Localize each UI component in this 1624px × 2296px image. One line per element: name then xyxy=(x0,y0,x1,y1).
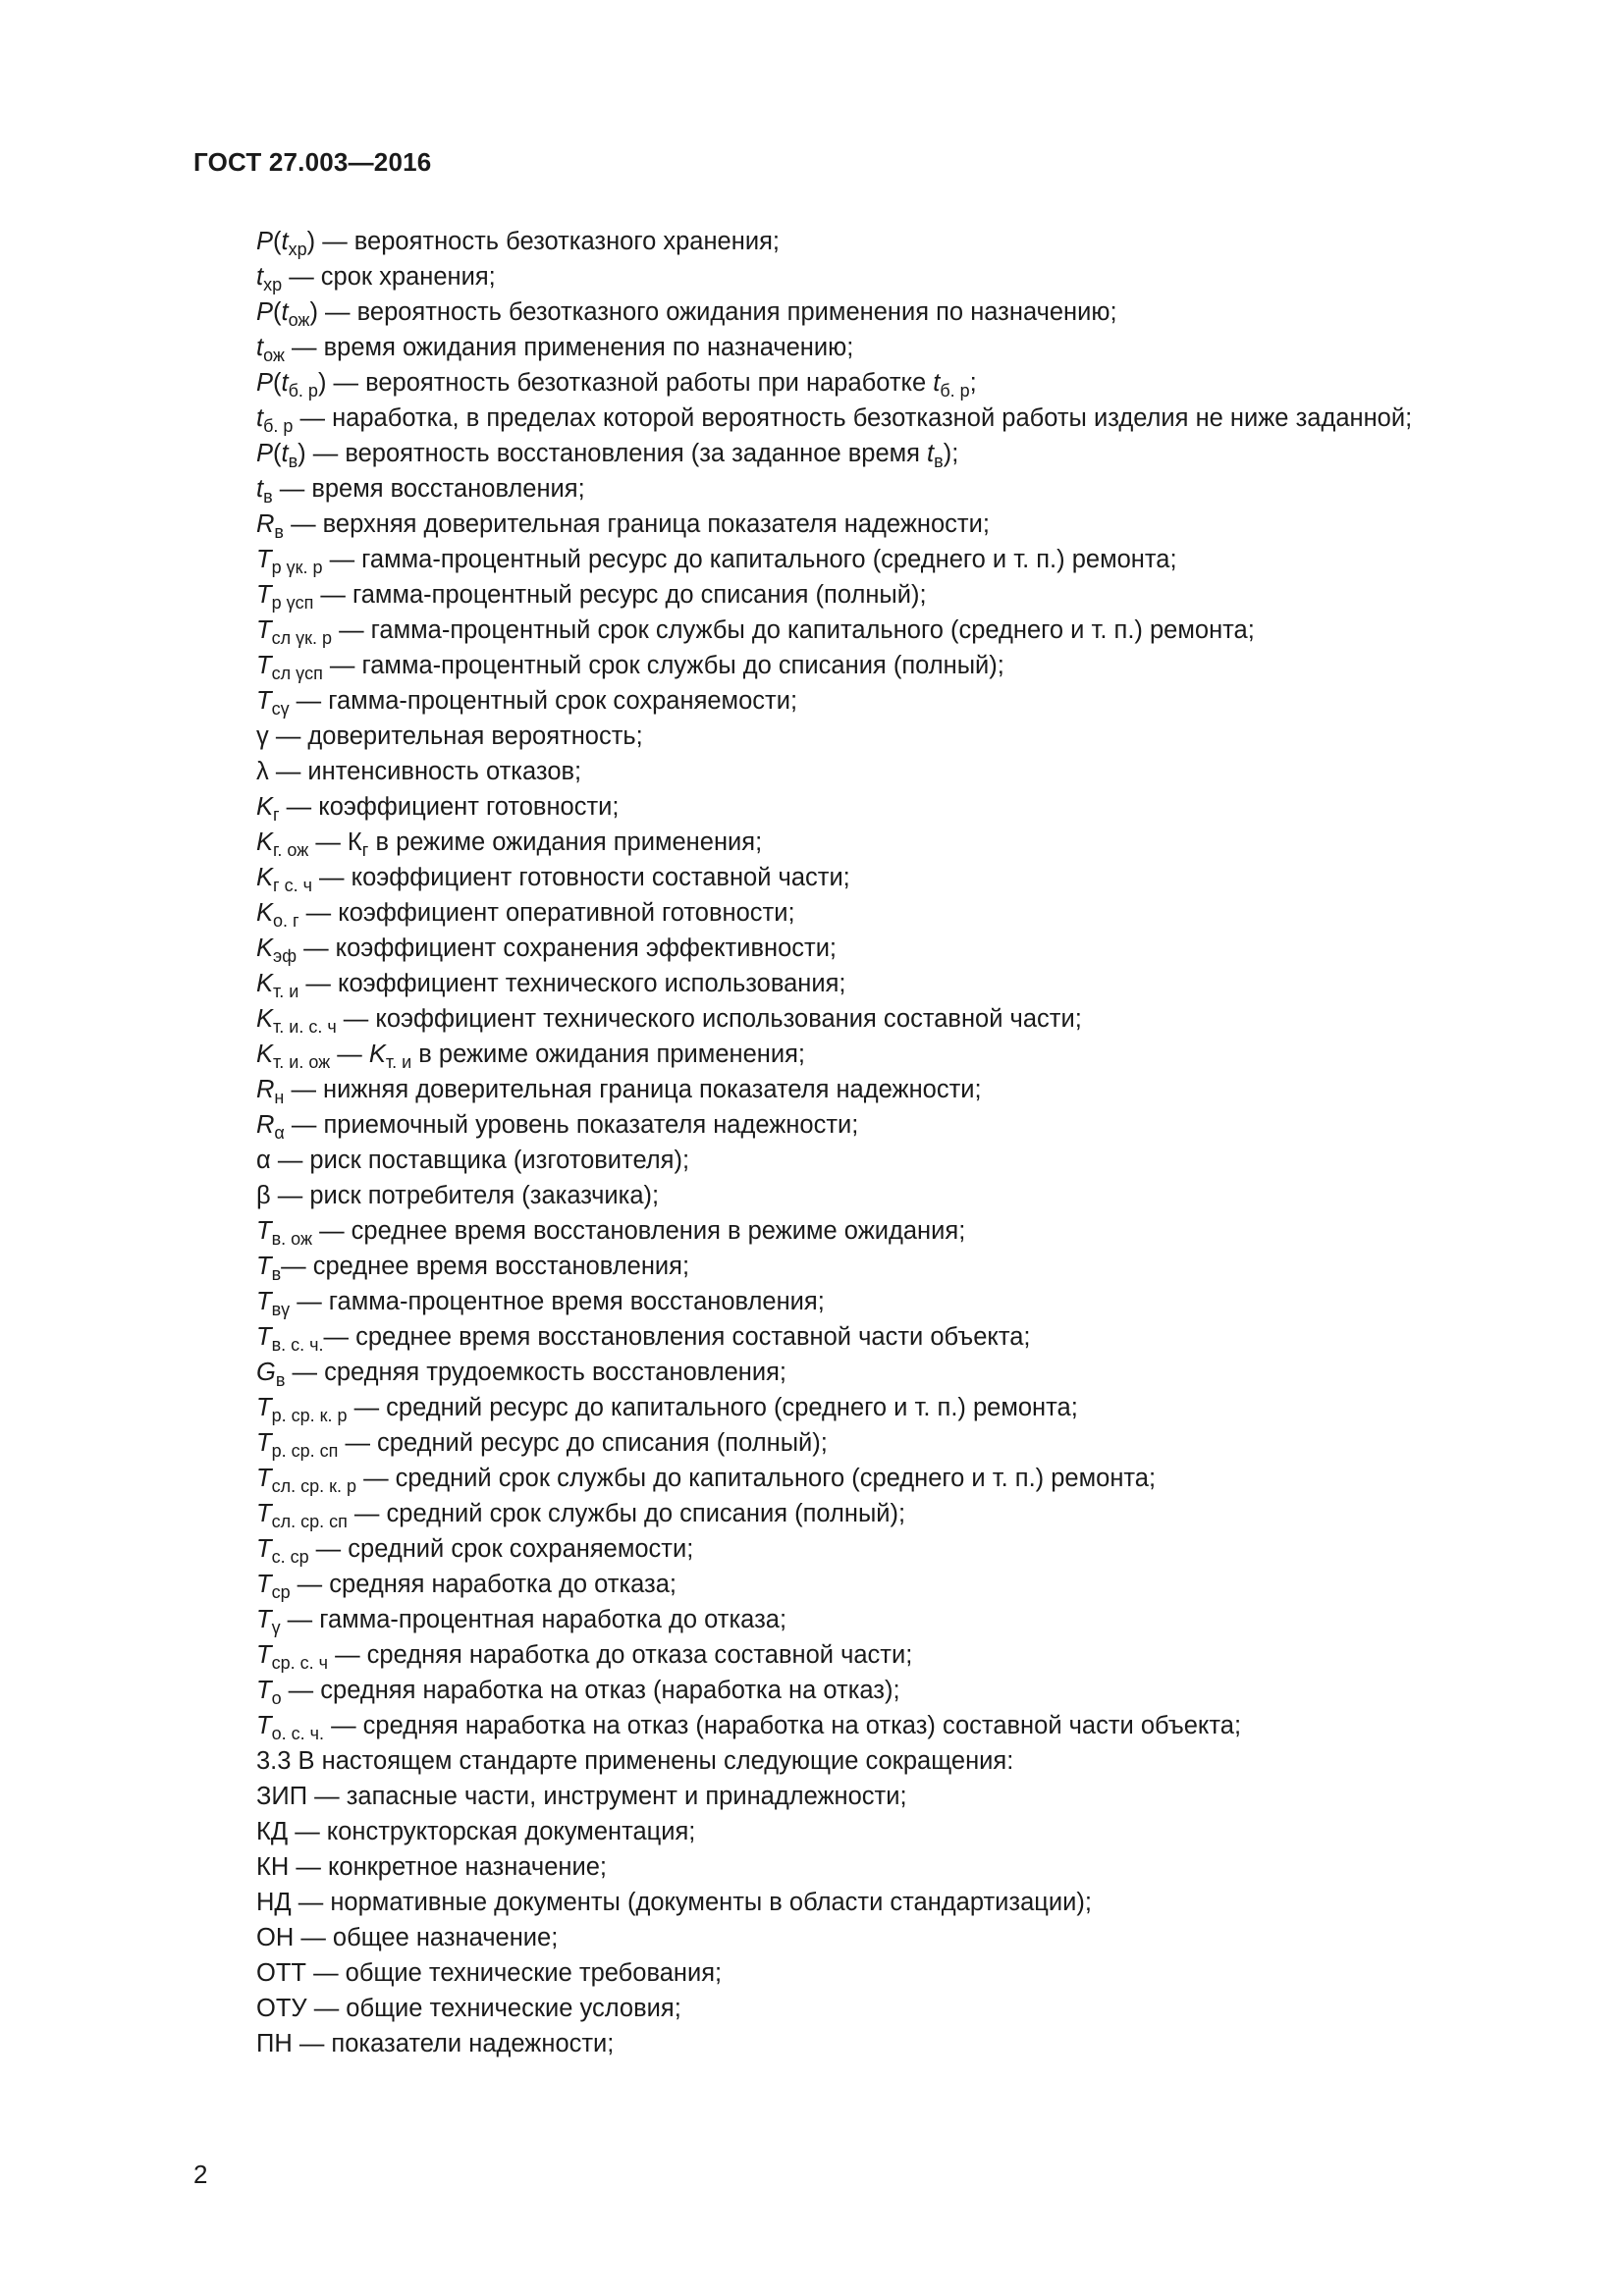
line-text: в режиме ожидания применения; xyxy=(411,1041,805,1068)
subscript-text: в xyxy=(274,522,284,542)
symbol-text: t xyxy=(927,440,935,467)
subscript-text: о. г xyxy=(273,911,299,931)
subscript-text: т. и xyxy=(385,1052,412,1072)
line-text: ЗИП — запасные части, инструмент и принадлежности; xyxy=(256,1783,907,1810)
definition-line xyxy=(256,2026,1572,2061)
definition-line xyxy=(256,365,1572,400)
subscript-text: г. ож xyxy=(273,840,309,860)
symbol-text: K xyxy=(256,828,274,856)
symbol-text: T xyxy=(256,616,272,644)
line-text: НД — нормативные документы (документы в области стандартизации); xyxy=(256,1889,1092,1916)
line-text: — гамма-процентная наработка до отказа; xyxy=(280,1606,787,1633)
subscript-text: ож xyxy=(263,346,285,365)
line-text: — средний ресурс до списания (полный); xyxy=(338,1429,828,1457)
symbol-text: t xyxy=(256,263,264,291)
subscript-text: т. и. ож xyxy=(273,1052,331,1072)
subscript-text: вγ xyxy=(271,1300,291,1319)
symbol-text: t xyxy=(281,369,289,397)
line-text: — среднее время восстановления; xyxy=(281,1253,690,1280)
definition-line xyxy=(256,825,1572,860)
subscript-text: хр xyxy=(288,240,307,259)
line-text: — гамма-процентный ресурс до капитального (среднего и т. п.) ремонта; xyxy=(322,546,1177,573)
subscript-text: р. ср. к. р xyxy=(271,1406,348,1425)
symbol-text: P xyxy=(256,228,274,255)
subscript-text: б. р xyxy=(263,416,294,436)
line-text: КН — конкретное назначение; xyxy=(256,1853,607,1881)
subscript-text: о xyxy=(271,1688,282,1708)
symbol-text: T xyxy=(256,1571,272,1598)
definition-line xyxy=(256,1072,1572,1107)
line-text: — нижняя доверительная граница показателя надежности; xyxy=(284,1076,982,1103)
line-text: ) — вероятность безотказной работы при наработке xyxy=(317,369,934,397)
line-text: — гамма-процентный ресурс до списания (полный); xyxy=(313,581,927,609)
subscript-text: о. с. ч. xyxy=(271,1724,324,1743)
line-text: — гамма-процентный срок сохраняемости; xyxy=(289,687,798,715)
definition-line xyxy=(256,1637,1572,1673)
line-text: ; xyxy=(969,369,977,397)
symbol-text: P xyxy=(256,369,274,397)
definition-line xyxy=(256,895,1572,931)
symbol-text: T xyxy=(256,1500,272,1527)
symbol-text: t xyxy=(256,475,264,503)
definitions-list xyxy=(256,224,1572,2061)
definition-line xyxy=(256,1531,1572,1567)
line-text: — гамма-процентный срок службы до списания (полный); xyxy=(322,652,1004,679)
subscript-text: т. и. с. ч xyxy=(273,1017,337,1037)
definition-line xyxy=(256,754,1572,789)
line-text: — наработка, в пределах которой вероятность безотказной работы изделия не ниже заданной; xyxy=(293,404,1413,432)
line-text: ); xyxy=(943,440,959,467)
definition-line xyxy=(256,542,1572,577)
symbol-text: T xyxy=(256,1465,272,1492)
subscript-text: г xyxy=(361,840,369,860)
definition-line xyxy=(256,330,1572,365)
symbol-text: t xyxy=(933,369,941,397)
definition-line xyxy=(256,613,1572,648)
line-text: — xyxy=(330,1041,369,1068)
line-text: — средняя наработка на отказ (наработка на отказ); xyxy=(281,1677,900,1704)
symbol-text: K xyxy=(256,1041,274,1068)
symbol-text: K xyxy=(256,1005,274,1033)
definition-line xyxy=(256,1001,1572,1037)
definition-line xyxy=(256,1708,1572,1743)
symbol-text: K xyxy=(368,1041,386,1068)
subscript-text: т. и xyxy=(273,982,299,1001)
definition-line xyxy=(256,1284,1572,1319)
definition-line xyxy=(256,1602,1572,1637)
definition-line xyxy=(256,1213,1572,1249)
line-text: ПН — показатели надежности; xyxy=(256,2030,615,2057)
subscript-text: ож xyxy=(288,310,310,330)
definition-line xyxy=(256,1178,1572,1213)
definition-line xyxy=(256,1496,1572,1531)
definition-line xyxy=(256,400,1572,436)
definition-line xyxy=(256,259,1572,294)
symbol-text: K xyxy=(256,793,274,821)
line-text: — коэффициент готовности составной части; xyxy=(311,864,850,891)
subscript-text: ср. с. ч xyxy=(271,1653,328,1673)
subscript-text: н xyxy=(274,1088,285,1107)
line-text: — среднее время восстановления в режиме ожидания; xyxy=(312,1217,966,1245)
line-text: β — риск потребителя (заказчика); xyxy=(256,1182,660,1209)
definition-line xyxy=(256,1885,1572,1920)
definition-line xyxy=(256,471,1572,507)
subscript-text: г с. ч xyxy=(273,876,312,895)
definition-line xyxy=(256,966,1572,1001)
subscript-text: в xyxy=(271,1264,282,1284)
symbol-text: T xyxy=(256,687,272,715)
subscript-text: б. р xyxy=(288,381,318,400)
subscript-text: сл. ср. сп xyxy=(271,1512,348,1531)
symbol-text: K xyxy=(256,970,274,997)
line-text: ОТУ — общие технические условия; xyxy=(256,1995,681,2022)
line-text: γ — доверительная вероятность; xyxy=(256,722,643,750)
symbol-text: R xyxy=(256,1111,275,1139)
symbol-text: T xyxy=(256,1606,272,1633)
subscript-text: ср xyxy=(271,1582,291,1602)
symbol-text: R xyxy=(256,1076,275,1103)
definition-line xyxy=(256,1991,1572,2026)
line-text: в режиме ожидания применения; xyxy=(368,828,763,856)
subscript-text: сл. ср. к. р xyxy=(271,1476,356,1496)
symbol-text: t xyxy=(256,334,264,361)
line-text: ) — вероятность безотказного хранения; xyxy=(306,228,780,255)
definition-line xyxy=(256,1390,1572,1425)
line-text: — К xyxy=(308,828,362,856)
definition-line xyxy=(256,294,1572,330)
line-text: КД — конструкторская документация; xyxy=(256,1818,696,1845)
subscript-text: в. ож xyxy=(271,1229,312,1249)
symbol-text: G xyxy=(256,1359,276,1386)
symbol-text: t xyxy=(281,228,289,255)
line-text: ( xyxy=(273,369,282,397)
subscript-text: α xyxy=(274,1123,285,1143)
symbol-text: T xyxy=(256,1253,272,1280)
line-text: ( xyxy=(273,228,282,255)
subscript-text: сγ xyxy=(271,699,290,719)
definition-line xyxy=(256,577,1572,613)
definition-line xyxy=(256,931,1572,966)
symbol-text: T xyxy=(256,1535,272,1563)
line-text: — средний срок сохраняемости; xyxy=(308,1535,694,1563)
line-text: — коэффициент сохранения эффективности; xyxy=(297,934,838,962)
line-text: — коэффициент технического использования; xyxy=(298,970,846,997)
line-text: — средний срок службы до капитального (среднего и т. п.) ремонта; xyxy=(355,1465,1157,1492)
symbol-text: T xyxy=(256,652,272,679)
symbol-text: R xyxy=(256,510,275,538)
line-text: — коэффициент технического использования составной части; xyxy=(336,1005,1082,1033)
symbol-text: t xyxy=(281,298,289,326)
line-text: — средняя наработка до отказа составной части; xyxy=(327,1641,913,1669)
line-text: — коэффициент оперативной готовности; xyxy=(298,899,795,927)
definition-line xyxy=(256,1743,1572,1779)
subscript-text: в. с. ч. xyxy=(271,1335,324,1355)
symbol-text: P xyxy=(256,298,274,326)
line-text: — срок хранения; xyxy=(282,263,496,291)
line-text: — средний ресурс до капитального (среднего и т. п.) ремонта; xyxy=(347,1394,1078,1421)
line-text: — средний срок службы до списания (полный); xyxy=(347,1500,906,1527)
subscript-text: хр xyxy=(263,275,283,294)
line-text: ( xyxy=(273,298,282,326)
symbol-text: T xyxy=(256,546,272,573)
symbol-text: T xyxy=(256,1641,272,1669)
page-number: 2 xyxy=(193,2160,208,2189)
definition-line xyxy=(256,719,1572,754)
subscript-text: р γсп xyxy=(271,593,314,613)
line-text: — коэффициент готовности; xyxy=(279,793,620,821)
symbol-text: T xyxy=(256,1323,272,1351)
definition-line xyxy=(256,1143,1572,1178)
definition-line xyxy=(256,1107,1572,1143)
subscript-text: сл γк. р xyxy=(271,628,332,648)
subscript-text: γ xyxy=(271,1618,281,1637)
definition-line xyxy=(256,1779,1572,1814)
line-text: — время восстановления; xyxy=(272,475,585,503)
definition-line xyxy=(256,683,1572,719)
definition-line xyxy=(256,1955,1572,1991)
definition-line xyxy=(256,1249,1572,1284)
subscript-text: р γк. р xyxy=(271,558,323,577)
symbol-text: T xyxy=(256,1677,272,1704)
subscript-text: в xyxy=(275,1370,286,1390)
definition-line xyxy=(256,1849,1572,1885)
line-text: — верхняя доверительная граница показателя надежности; xyxy=(283,510,990,538)
definition-line xyxy=(256,1673,1572,1708)
symbol-text: T xyxy=(256,1288,272,1315)
subscript-text: в xyxy=(288,452,298,471)
line-text: — средняя наработка до отказа; xyxy=(290,1571,677,1598)
symbol-text: T xyxy=(256,581,272,609)
line-text: ( xyxy=(273,440,282,467)
definition-line xyxy=(256,1037,1572,1072)
symbol-text: T xyxy=(256,1429,272,1457)
symbol-text: K xyxy=(256,934,274,962)
definition-line xyxy=(256,1425,1572,1461)
line-text: ОН — общее назначение; xyxy=(256,1924,559,1951)
symbol-text: T xyxy=(256,1394,272,1421)
subscript-text: с. ср xyxy=(271,1547,309,1567)
line-text: ) — вероятность безотказного ожидания применения по назначению; xyxy=(309,298,1117,326)
line-text: λ — интенсивность отказов; xyxy=(256,758,582,785)
symbol-text: P xyxy=(256,440,274,467)
symbol-text: T xyxy=(256,1217,272,1245)
subscript-text: б. р xyxy=(940,381,970,400)
symbol-text: K xyxy=(256,864,274,891)
definition-line xyxy=(256,1355,1572,1390)
line-text: — средняя наработка на отказ (наработка на отказ) составной части объекта; xyxy=(323,1712,1242,1739)
definition-line xyxy=(256,1461,1572,1496)
line-text: — время ожидания применения по назначению; xyxy=(284,334,854,361)
line-text: α — риск поставщика (изготовителя); xyxy=(256,1147,690,1174)
symbol-text: t xyxy=(281,440,289,467)
subscript-text: р. ср. сп xyxy=(271,1441,339,1461)
definition-line xyxy=(256,1319,1572,1355)
symbol-text: K xyxy=(256,899,274,927)
definition-line xyxy=(256,648,1572,683)
definition-line xyxy=(256,436,1572,471)
definition-line xyxy=(256,789,1572,825)
subscript-text: г xyxy=(273,805,280,825)
line-text: ) — вероятность восстановления (за заданное время xyxy=(298,440,928,467)
line-text: 3.3 В настоящем стандарте применены следующие сокращения: xyxy=(256,1747,1014,1775)
subscript-text: в xyxy=(263,487,273,507)
symbol-text: T xyxy=(256,1712,272,1739)
line-text: — гамма-процентное время восстановления; xyxy=(290,1288,825,1315)
definition-line xyxy=(256,507,1572,542)
definition-line xyxy=(256,224,1572,259)
definition-line xyxy=(256,1814,1572,1849)
definition-line xyxy=(256,1920,1572,1955)
line-text: — гамма-процентный срок службы до капитального (среднего и т. п.) ремонта; xyxy=(331,616,1255,644)
subscript-text: сл γсп xyxy=(271,664,323,683)
line-text: — среднее время восстановления составной части объекта; xyxy=(323,1323,1031,1351)
line-text: — средняя трудоемкость восстановления; xyxy=(285,1359,786,1386)
line-text: ОТТ — общие технические требования; xyxy=(256,1959,723,1987)
subscript-text: в xyxy=(934,452,944,471)
line-text: — приемочный уровень показателя надежности; xyxy=(284,1111,859,1139)
subscript-text: эф xyxy=(273,946,298,966)
definition-line xyxy=(256,860,1572,895)
symbol-text: t xyxy=(256,404,264,432)
definition-line xyxy=(256,1567,1572,1602)
page-header: ГОСТ 27.003—2016 xyxy=(193,147,432,177)
